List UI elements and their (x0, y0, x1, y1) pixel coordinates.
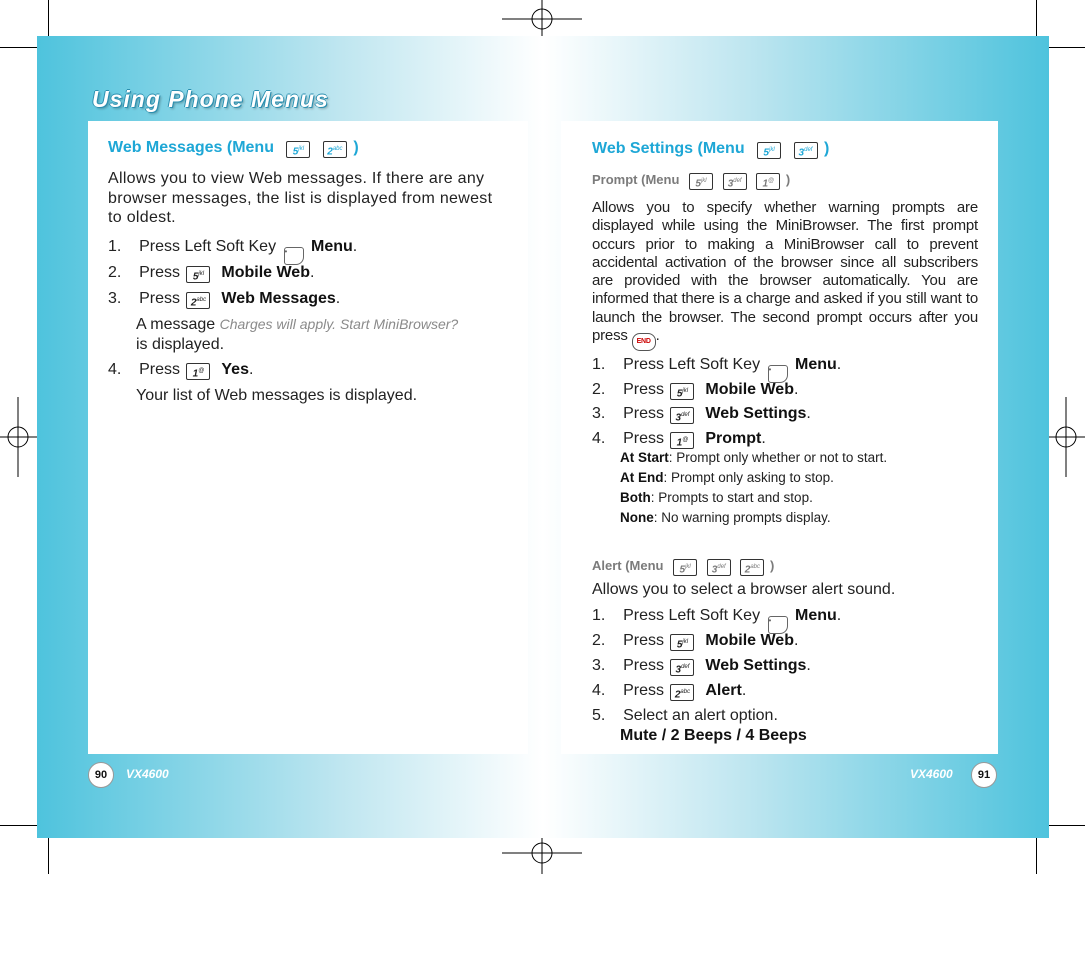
key-3-icon: $3^{def}$ (794, 142, 818, 159)
key-5-icon: $5^{jkl}$ (673, 559, 697, 576)
end-key-icon: END (632, 333, 656, 351)
key-5-icon: $5^{jkl}$ (670, 634, 694, 651)
step-row: 3. Press $3^{def}$ Web Settings. (592, 657, 811, 675)
left-soft-key-icon: • (768, 616, 788, 634)
key-3-icon: $3^{def}$ (707, 559, 731, 576)
key-3-icon: $3^{def}$ (670, 407, 694, 424)
crop-mark (1036, 0, 1037, 36)
key-5-icon: $5^{jkl}$ (757, 142, 781, 159)
option-row: Both: Prompts to start and stop. (620, 490, 813, 505)
registration-mark-bottom (502, 834, 582, 874)
step-row: 4. Press $2^{abc}$ Alert. (592, 682, 747, 700)
step-row: 1. Press Left Soft Key • Menu. (108, 237, 357, 265)
message-note: A message Charges will apply. Start MiniBrowser? is displayed. (136, 316, 459, 353)
option-row: At Start: Prompt only whether or not to start. (620, 450, 888, 465)
option-row: None: No warning prompts display. (620, 510, 831, 525)
prompt-description: Allows you to specify whether warning prompts are displayed while using the MiniBrowser. The first prompt occurs prior to making a MiniBrowser call to prevent accidental activation of the browser since all subscribers are provided with the browser automatically. You are informed that there is a charge and asked if you still want to launch the browser. The second prompt occurs after you press END . (592, 199, 978, 351)
step-row: 1. Press Left Soft Key • Menu. (592, 355, 841, 383)
key-2-icon: $2^{abc}$ (323, 141, 347, 158)
alert-subheading: Alert (Menu $5^{jkl}$ $3^{def}$ $2^{abc}$ ) (592, 558, 775, 575)
left-soft-key-icon: • (768, 365, 788, 383)
key-2-icon: $2^{abc}$ (186, 292, 210, 309)
step-row: 4. Press 1@ Prompt. (592, 430, 766, 448)
page-number-right: 91 (971, 762, 997, 788)
left-soft-key-icon: • (284, 247, 304, 265)
step-row: 1. Press Left Soft Key • Menu. (592, 606, 841, 634)
key-5-icon: $5^{jkl}$ (286, 141, 310, 158)
step-row: 3. Press $3^{def}$ Web Settings. (592, 405, 811, 423)
alert-description: Allows you to select a browser alert sound. (592, 581, 896, 598)
registration-mark-top (502, 0, 582, 40)
registration-mark-left (0, 397, 40, 477)
step-row: 2. Press $5^{jkl}$ Mobile Web. (592, 632, 799, 650)
crop-mark (0, 825, 37, 826)
key-1-icon: 1@ (756, 173, 780, 190)
step-row: 3. Press $2^{abc}$ Web Messages. (108, 290, 341, 308)
key-5-icon: $5^{jkl}$ (670, 383, 694, 400)
registration-mark-right (1045, 397, 1085, 477)
step-row: 2. Press $5^{jkl}$ Mobile Web. (108, 264, 315, 282)
key-2-icon: $2^{abc}$ (740, 559, 764, 576)
step-row: 2. Press $5^{jkl}$ Mobile Web. (592, 381, 799, 399)
result-text: Your list of Web messages is displayed. (136, 387, 418, 404)
prompt-options (620, 448, 887, 528)
key-5-icon: $5^{jkl}$ (186, 266, 210, 283)
model-label-left: VX4600 (126, 767, 169, 781)
alert-options: Mute / 2 Beeps / 4 Beeps (620, 727, 807, 744)
key-3-icon: $3^{def}$ (670, 659, 694, 676)
crop-mark (48, 0, 49, 36)
page-number-left: 90 (88, 762, 114, 788)
page-title: Using Phone Menus (92, 86, 329, 112)
option-row: At End: Prompt only asking to stop. (620, 470, 834, 485)
key-1-icon: 1@ (670, 432, 694, 449)
crop-mark (1049, 47, 1085, 48)
step-row: 5. Select an alert option. (592, 707, 778, 724)
crop-mark (1049, 825, 1085, 826)
crop-mark (48, 838, 49, 874)
key-3-icon: $3^{def}$ (723, 173, 747, 190)
crop-mark (1036, 838, 1037, 874)
web-settings-heading: Web Settings (Menu $5^{jkl}$ $3^{def}$ ) (592, 140, 830, 158)
crop-mark (0, 47, 37, 48)
web-messages-heading: Web Messages (Menu $5^{jkl}$ $2^{abc}$ ) (108, 139, 359, 157)
prompt-subheading: Prompt (Menu $5^{jkl}$ $3^{def}$ 1@ ) (592, 172, 791, 189)
key-5-icon: $5^{jkl}$ (689, 173, 713, 190)
key-2-icon: $2^{abc}$ (670, 684, 694, 701)
web-messages-intro: Allows you to view Web messages. If there are any browser messages, the list is displayed from newest to oldest. (108, 170, 493, 226)
model-label-right: VX4600 (910, 767, 953, 781)
key-1-icon: 1@ (186, 363, 210, 380)
step-row: 4. Press 1@ Yes. (108, 361, 254, 379)
